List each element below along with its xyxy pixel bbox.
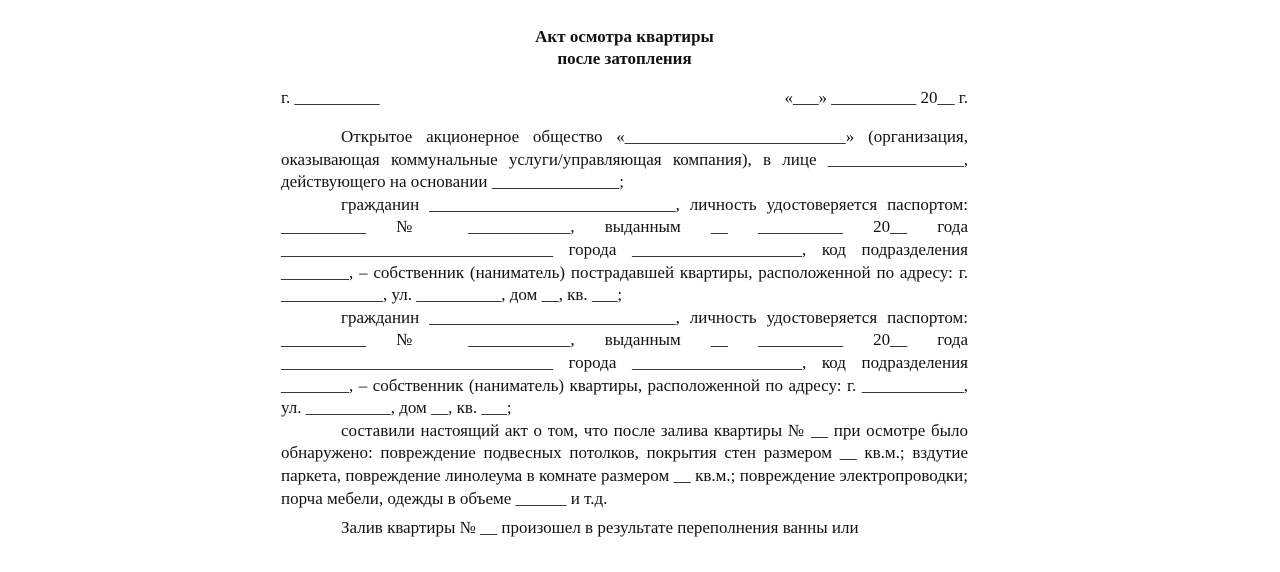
place-date-row <box>281 87 968 109</box>
paragraph-cause: Залив квартиры № __ произошел в результате переполнения ванны или <box>341 518 859 538</box>
title-line-1: Акт осмотра квартиры <box>535 27 714 46</box>
document-body <box>281 126 968 540</box>
paragraph-citizen-2: гражданин _____________________________, личность удостоверяется паспортом: __________ № ____________, выданным __ __________ 20__ года ________________________________ города ____________________, код подразделения ________, – собственник (наниматель) квартиры, расположенной по адресу: г. ____________, ул. __________, дом __, кв. ___; <box>281 307 968 418</box>
document-title <box>281 26 968 70</box>
paragraph-organization: Открытое акционерное общество «__________________________» (организация, оказывающая коммунальные услуги/управляющая компания), в лице ________________, действующего на основании _______________; <box>281 127 968 192</box>
title-line-2: после затопления <box>557 49 692 68</box>
paragraph-citizen-1: гражданин _____________________________, личность удостоверяется паспортом: __________ № ____________, выданным __ __________ 20__ года ________________________________ города ____________________, код подразделения ________, – собственник (наниматель) пострадавшей квартиры, расположенной по адресу: г. ____________, ул. __________, дом __, кв. ___; <box>281 194 968 305</box>
place-field: г. __________ <box>281 88 380 107</box>
date-field: «___» __________ 20__ г. <box>784 88 968 107</box>
document-page <box>281 26 968 540</box>
paragraph-findings: составили настоящий акт о том, что после залива квартиры № __ при осмотре было обнаружено: повреждение подвесных потолков, покрытия стен размером __ кв.м.; вздутие паркета, повреждение линолеума в комнате размером __ кв.м.; повреждение электропроводки; порча мебели, одежды в объеме ______ и т.д. <box>281 420 968 508</box>
